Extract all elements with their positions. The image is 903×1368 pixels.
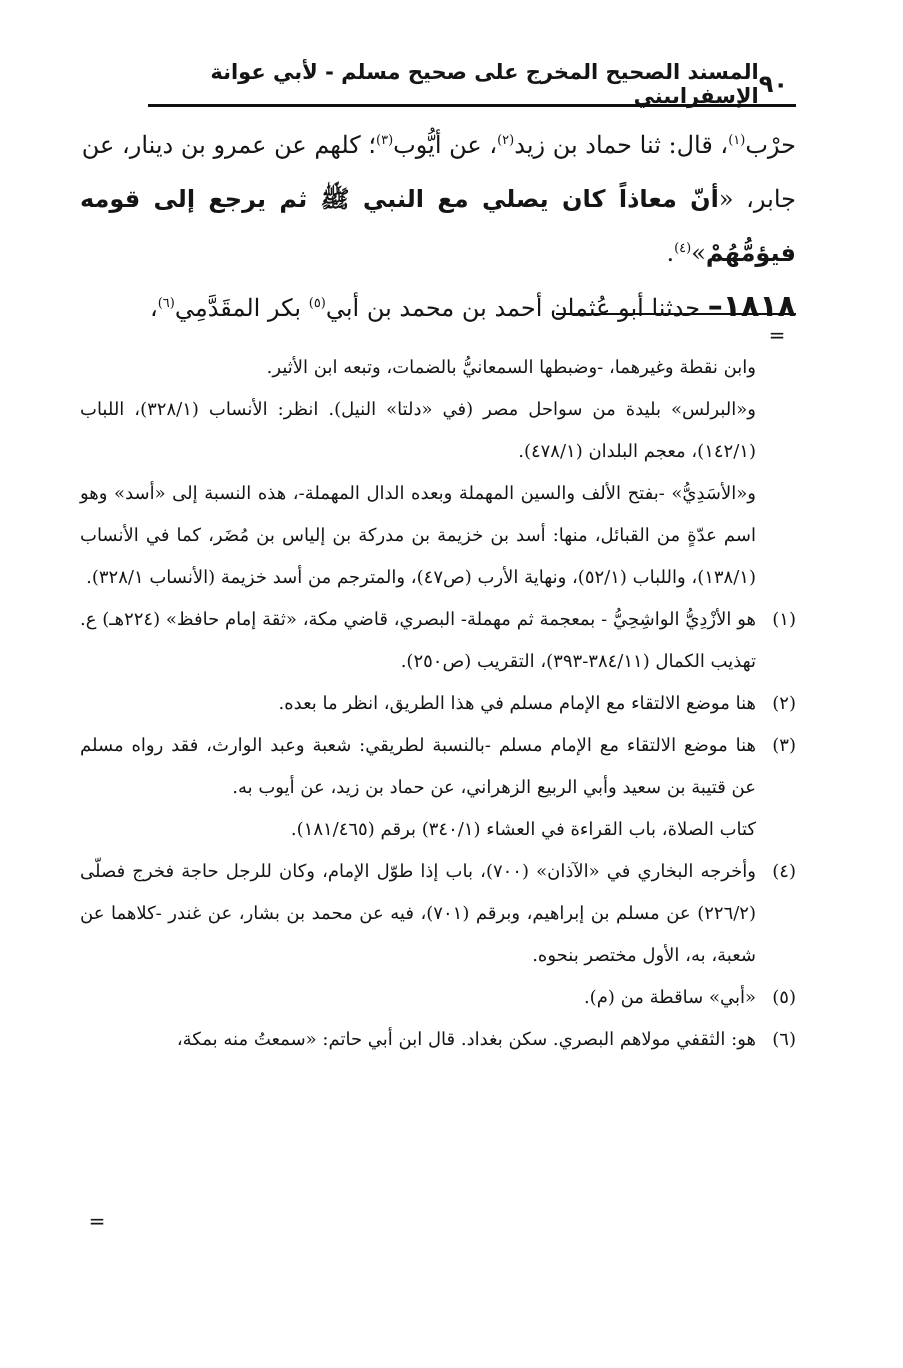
- main-line-1: [80, 118, 796, 172]
- footnote-text: هو الأزْدِيُّ الواشِحِيُّ - بمعجمة ثم مهملة- البصري، قاضي مكة، «ثقة إمام حافظ» (٢٢٤هـ) ع. تهذيب الكمال (٣٨٤/١١-٣٩٣)، التقريب (ص٢٥٠).: [80, 609, 756, 672]
- main-text: [80, 118, 796, 335]
- footnote-ref: (٦): [157, 296, 175, 311]
- text-run: »: [691, 239, 706, 267]
- footnote-1: [80, 599, 796, 683]
- text-run: .: [666, 239, 675, 267]
- footnote-continued: وابن نقطة وغيرهما، -وضبطها السمعانيُّ بالضمات، وتبعه ابن الأثير.: [266, 357, 756, 378]
- footnote-label: (٤): [772, 861, 796, 882]
- main-line-3: [80, 280, 796, 335]
- continuation-mark: =: [768, 323, 786, 347]
- footnote-continued: و«الأسَدِيُّ» -بفتح الألف والسين المهملة وبعده الدال المهملة-، هذه النسبة إلى «أسد» وهو اسم عدّةٍ من القبائل، منها: أسد بن خزيمة بن مدركة بن إلياس بن مُضَر، كما في الأنساب (١٣٨/١)، واللباب (٥٢/١)، ونهاية الأرب (ص٤٧)، والمترجم من أسد خزيمة (الأنساب ٣٢٨/١).: [80, 483, 756, 588]
- footnote-ref: (٤): [674, 241, 692, 256]
- running-header: [148, 60, 796, 108]
- text-run: ، قال: ثنا حماد بن زيد: [514, 131, 729, 159]
- footnote-ref: (٣): [376, 133, 394, 148]
- footnote-label: (٥): [772, 987, 796, 1008]
- main-line-2: [80, 172, 796, 280]
- footnote-2: [80, 683, 796, 725]
- footnote-continued: و«البرلس» بليدة من سواحل مصر (في «دلتا» النيل). انظر: الأنساب (٣٢٨/١)، اللباب (١٤٢/١)، معجم البلدان (٤٧٨/١).: [80, 399, 756, 462]
- footnote-ref: (٢): [497, 133, 515, 148]
- hadith-matn: أنّ معاذاً كان يصلي مع النبي ﷺ ثم يرجع إلى قومه فيؤمُّهُمْ: [80, 185, 796, 267]
- footnote-label: (٦): [772, 1029, 796, 1050]
- footnote-text: هنا موضع الالتقاء مع الإمام مسلم -بالنسبة لطريقي: شعبة وعبد الوارث، فقد رواه مسلم عن قتيبة بن سعيد وأبي الربيع الزهراني، عن حماد بن زيد، عن أيوب به.: [80, 735, 756, 798]
- text-run: ؛ كلهم عن عمرو بن دينار، عن: [81, 131, 376, 159]
- text-run: ، عن أيُّوب: [393, 131, 498, 159]
- footnote-text: هنا موضع الالتقاء مع الإمام مسلم في هذا الطريق، انظر ما بعده.: [278, 693, 756, 714]
- text-run: بكر المقَدَّمِي: [174, 294, 309, 322]
- footnote-6: [80, 1019, 796, 1061]
- footnote-5: [80, 977, 796, 1019]
- footnote-3: [80, 725, 796, 851]
- text-run: ،: [149, 294, 158, 322]
- footnote-text: هو: الثقفي مولاهم البصري. سكن بغداد. قال ابن أبي حاتم: «سمعتُ منه بمكة،: [176, 1029, 756, 1050]
- hadith-number: ١٨١٨–: [707, 289, 796, 324]
- text-run: حرْب: [745, 131, 796, 159]
- footnote-text: وأخرجه البخاري في «الآذان» (٧٠٠)، باب إذا طوّل الإمام، وكان للرجل حاجة فخرج فصلّى (٢٢٦/٢) عن مسلم بن إبراهيم، وبرقم (٧٠١)، فيه عن محمد بن بشار، عن غندر -كلاهما عن شعبة، به، الأول مختصر بنحوه.: [80, 861, 757, 966]
- footnote-ref: (١): [728, 133, 746, 148]
- running-title: المسند الصحيح المخرج على صحيح مسلم - لأبي عوانة الإسفراييني: [210, 60, 759, 108]
- footnote-4: [80, 851, 796, 977]
- text-run: حدثنا أبو عُثمان أحمد بن محمد بن أبي: [325, 294, 708, 322]
- footnote-label: (٣): [772, 735, 796, 756]
- page-number: ٩٠: [758, 70, 788, 98]
- footnote-label: (١): [772, 609, 796, 630]
- footnote-ref: (٥): [308, 296, 326, 311]
- text-run: جابر، «: [718, 185, 796, 213]
- footnote-text: كتاب الصلاة، باب القراءة في العشاء (٣٤٠/١) برقم (١٨١/٤٦٥).: [290, 819, 756, 840]
- footnote-text: «أبي» ساقطة من (م).: [583, 987, 756, 1008]
- continuation-mark-bottom: =: [88, 1209, 106, 1233]
- header-rule: [148, 104, 796, 107]
- footnotes: [80, 347, 796, 1061]
- footnote-label: (٢): [772, 693, 796, 714]
- footnote-separator: [556, 313, 796, 315]
